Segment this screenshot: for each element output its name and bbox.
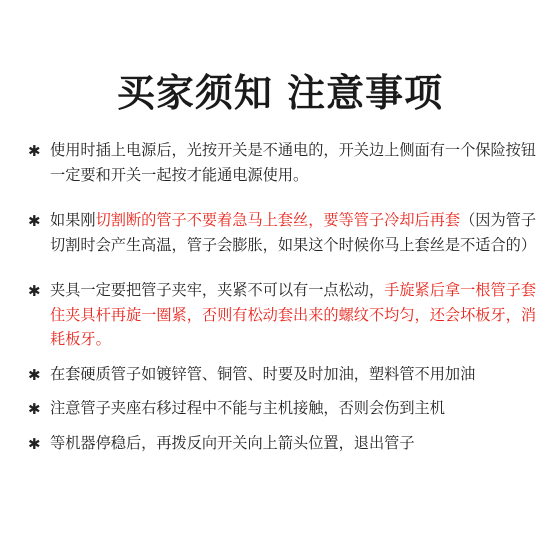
note-text: 如果刚: [50, 211, 96, 229]
note-text: 夹具一定要把管子夹牢，夹紧不可以有一点松动，: [50, 281, 385, 299]
note-text: （因为管子切割时会产生高温，管子会膨胀，如果这个时候你马上套丝是不适合的）: [50, 211, 536, 254]
notes-list: [28, 138, 544, 455]
note-warning-text: 手旋紧后拿一根管子套住夹具杆再旋一圈紧，否则有松动套出来的螺纹不均匀，还会坏板牙，消耗板牙。: [50, 281, 536, 348]
asterisk-bullet-icon: ✱: [28, 434, 41, 453]
note-item-cooling: [28, 208, 544, 257]
note-item-oiling: [28, 362, 544, 387]
page-title: 买家须知 注意事项: [116, 71, 444, 115]
asterisk-bullet-icon: ✱: [28, 365, 41, 384]
note-item-clamp-seat: [28, 396, 544, 421]
note-item-clamp: [28, 278, 544, 352]
note-text: 等机器停稳后，再拨反向开关向上箭头位置，退出管子: [50, 433, 415, 452]
asterisk-bullet-icon: ✱: [28, 142, 41, 160]
note-text: 在套硬质管子如镀锌管、铜管、时要及时加油，塑料管不用加油: [50, 364, 476, 383]
asterisk-bullet-icon: ✱: [28, 282, 41, 300]
asterisk-bullet-icon: ✱: [28, 212, 41, 230]
note-warning-text: 切割断的管子不要着急马上套丝，要等管子冷却后再套: [95, 211, 461, 229]
note-item-exit-pipe: [28, 431, 544, 456]
asterisk-bullet-icon: ✱: [28, 400, 41, 418]
note-text: 注意管子夹座右移过程中不能与主机接触，否则会伤到主机: [50, 399, 445, 417]
note-item-power-switch: [28, 138, 544, 187]
note-text: 使用时插上电源后，光按开关是不通电的，开关边上侧面有一个保险按钮一定要和开关一起按才能通电源使用。: [50, 141, 536, 184]
